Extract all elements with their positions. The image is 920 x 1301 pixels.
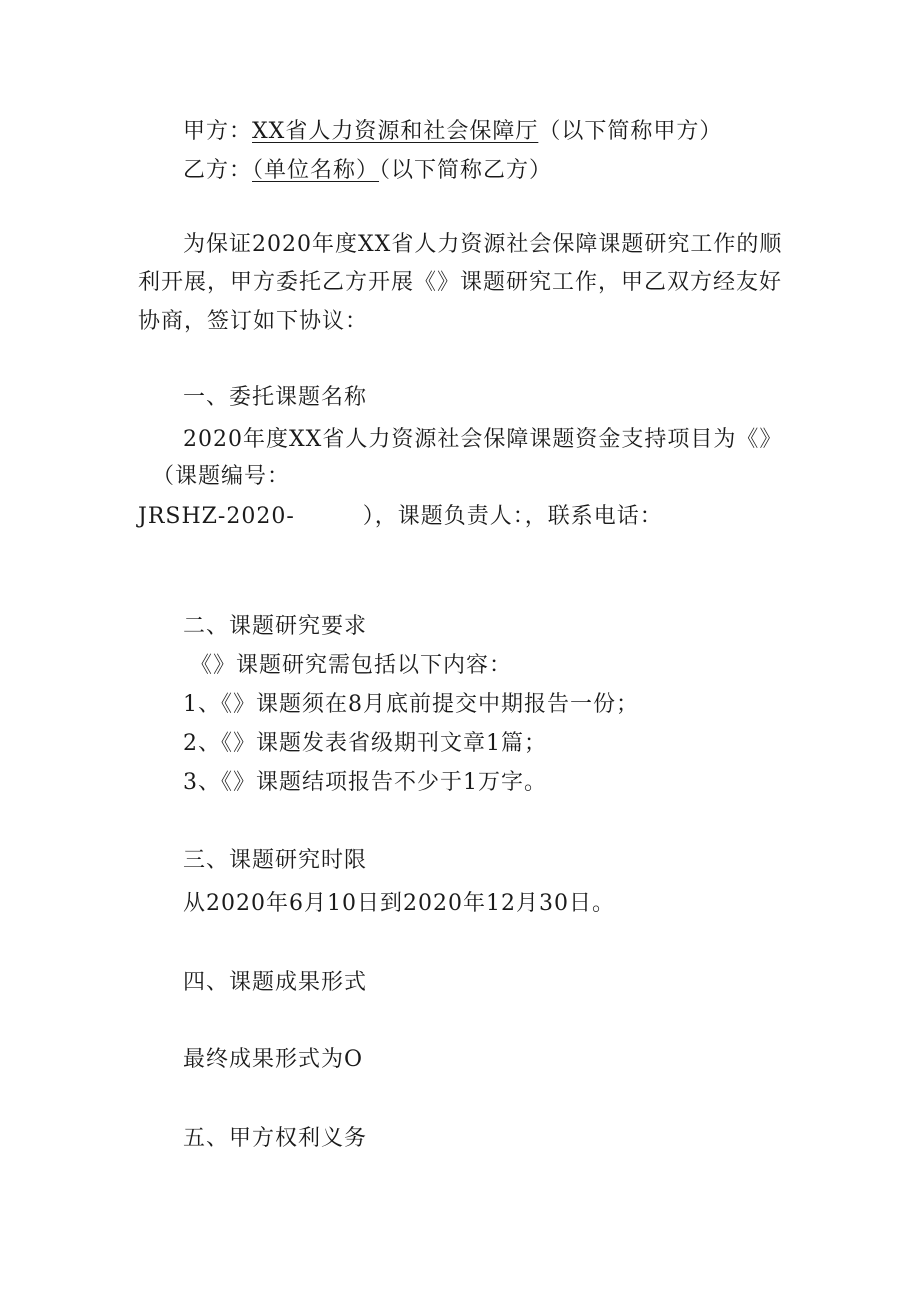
party-b-line — [183, 156, 552, 186]
list-item: 3、《》课题结项报告不少于1万字。 — [183, 770, 547, 795]
intro-line-2: 利开展，甲方委托乙方开展《》课题研究工作，甲乙双方经友好 — [138, 270, 783, 295]
intro-line-3: 协商，签订如下协议： — [138, 309, 369, 334]
intro-line-1: 为保证2020年度XX省人力资源社会保障课题研究工作的顺 — [183, 232, 783, 257]
section4-text: 最终成果形式为O — [183, 1047, 364, 1072]
section2-intro: 《》课题研究需包括以下内容： — [190, 653, 513, 678]
party-a-label: 甲方： — [183, 119, 253, 144]
party-b-label: 乙方： — [183, 158, 253, 183]
section4-heading: 四、课题成果形式 — [183, 970, 368, 995]
section1-heading: 一、委托课题名称 — [183, 385, 368, 410]
section1-line-3 — [138, 502, 663, 532]
party-b-name: （单位名称） — [252, 158, 380, 183]
section1-line-3-rest: ），课题负责人：，联系电话： — [362, 504, 663, 529]
section1-line-2: （课题编号： — [152, 464, 291, 489]
section1-line-1: 2020年度XX省人力资源社会保障课题资金支持项目为《》 — [183, 427, 783, 452]
section3-heading: 三、课题研究时限 — [183, 848, 368, 873]
party-a-suffix: （以下简称甲方） — [538, 119, 723, 144]
list-item: 2、《》课题发表省级期刊文章1篇； — [183, 731, 547, 756]
section2-heading: 二、课题研究要求 — [183, 614, 368, 639]
party-a-line — [183, 117, 722, 147]
section3-text: 从2020年6月10日到2020年12月30日。 — [183, 891, 615, 916]
project-code: JRSHZ-2020- — [138, 504, 295, 529]
section5-heading: 五、甲方权利义务 — [183, 1126, 368, 1151]
party-a-name: XX省人力资源和社会保障厅 — [252, 119, 539, 144]
party-b-suffix: （以下简称乙方） — [379, 158, 553, 183]
list-item: 1、《》课题须在8月底前提交中期报告一份； — [183, 692, 639, 717]
